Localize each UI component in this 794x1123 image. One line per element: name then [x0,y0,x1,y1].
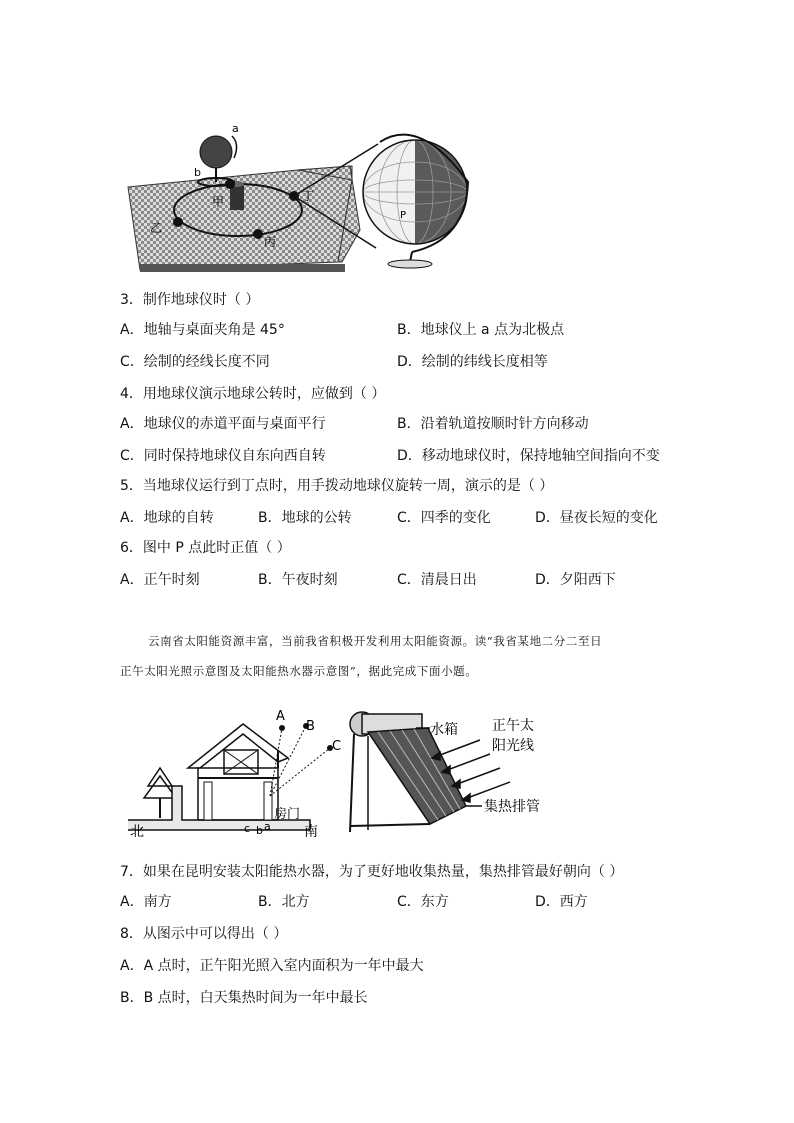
question-8-stem: 8．从图示中可以得出（ ） [120,926,288,942]
q4-option-d: D．移动地球仪时，保持地轴空间指向不变 [397,448,660,464]
label-bing: 丙 [264,235,277,249]
q8-option-a: A．A 点时，正午阳光照入室内面积为一年中最大 [120,958,424,974]
north-label: 北 [130,824,144,840]
door-label: 房门 [274,807,301,822]
noon-sun-label-line1: 正午太 [492,718,534,734]
sun-label-a: A [276,709,285,724]
label-a: a [232,122,239,135]
q5-option-d: D．昼夜长短的变化 [535,510,658,526]
question-5-stem: 5．当地球仪运行到丁点时，用手拨动地球仪旋转一周，演示的是（ ） [120,478,554,494]
q5-option-c: C．四季的变化 [397,510,491,526]
q4-option-a: A．地球仪的赤道平面与桌面平行 [120,416,326,432]
tank-label: 水箱 [430,722,458,738]
orbit-position-yi [173,217,183,227]
house [188,724,288,820]
noon-sun-label-line2: 阳光线 [492,738,534,754]
question-4-stem: 4．用地球仪演示地球公转时，应做到（ ） [120,386,386,402]
q7-option-a: A．南方 [120,894,172,910]
south-label: 南 [304,824,318,840]
ground-label-c: c [244,822,251,835]
q3-option-b: B．地球仪上 a 点为北极点 [397,322,565,338]
sun-position-a [279,725,285,731]
table [128,166,360,272]
label-jia: 甲 [212,195,225,209]
q3-option-c: C．绘制的经线长度不同 [120,354,270,370]
q4-option-c: C．同时保持地球仪自东向西自转 [120,448,326,464]
question-7-stem: 7．如果在昆明安装太阳能热水器，为了更好地收集热量，集热排管最好朝向（ ） [120,864,624,880]
ground-label-a: a [264,820,271,833]
q5-option-a: A．地球的自转 [120,510,214,526]
q6-option-a: A．正午时刻 [120,572,200,588]
q8-option-b: B．B 点时，白天集热时间为一年中最长 [120,990,368,1006]
sun-label-b: B [306,719,315,734]
q6-option-b: B．午夜时刻 [258,572,338,588]
sun-label-c: C [332,739,342,754]
label-b: b [194,166,201,179]
orbit-position-jia [225,179,235,189]
q7-option-b: B．北方 [258,894,310,910]
intro-line-1: 云南省太阳能资源丰富，当前我省积极开发利用太阳能资源。读“我省某地二分二至日 [148,634,603,648]
q6-option-c: C．清晨日出 [397,572,477,588]
label-yi: 乙 [150,221,163,235]
q5-option-b: B．地球的公转 [258,510,352,526]
q4-option-b: B．沿着轨道按顺时针方向移动 [397,416,589,432]
large-globe [363,135,468,268]
label-ding: 丁 [302,189,315,203]
solar-illumination-figure [128,706,580,846]
collector-label: 集热排管 [484,799,540,815]
question-6-stem: 6．图中 P 点此时正值（ ） [120,540,291,556]
question-3-stem: 3．制作地球仪时（ ） [120,292,260,308]
tree [144,768,176,818]
q7-option-d: D．西方 [535,894,588,910]
q3-option-a: A．地轴与桌面夹角是 45° [120,322,285,338]
orbit-position-bing [253,229,263,239]
intro-line-2: 正午太阳光照示意图及太阳能热水器示意图”，据此完成下面小题。 [120,664,478,678]
q3-option-d: D．绘制的纬线长度相等 [397,354,548,370]
q7-option-c: C．东方 [397,894,449,910]
globe-revolution-figure [120,112,490,272]
label-p: P [400,210,407,221]
ground-label-b: b [256,824,263,837]
q6-option-d: D．夕阳西下 [535,572,616,588]
